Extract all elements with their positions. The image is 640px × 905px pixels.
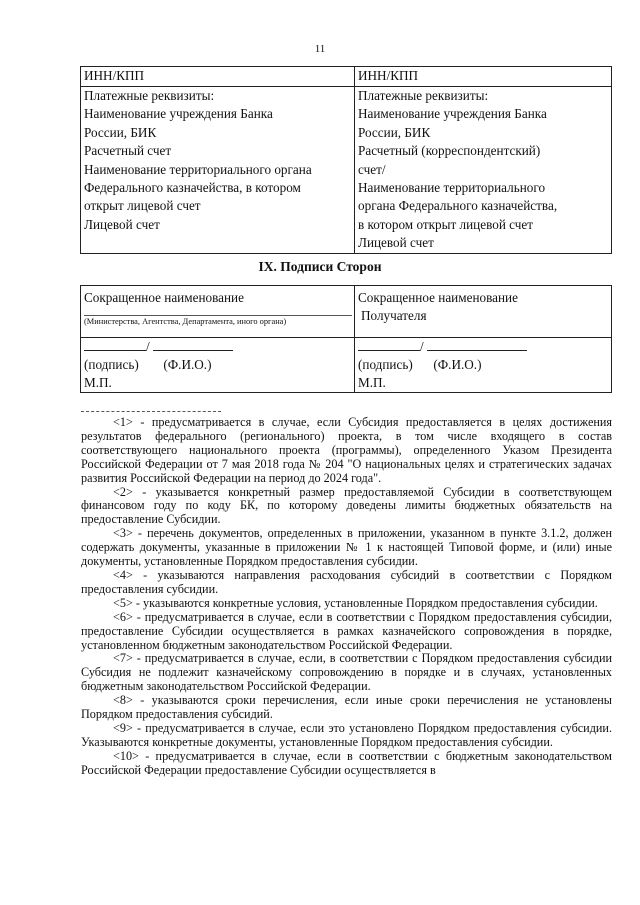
sign-line-row [358, 338, 609, 356]
requisite-line: счет/ [358, 161, 386, 177]
requisite-line: открыт лицевой счет [84, 198, 201, 214]
right-party-subtitle: Получателя [361, 308, 427, 323]
footnote: <4> - указываются направления расходования субсидий в соответствии с Порядком предоставления субсидии. [81, 567, 612, 596]
left-party-cell [81, 286, 355, 338]
requisite-line: Наименование территориального [358, 180, 546, 196]
requisite-line: России, БИК [358, 124, 431, 140]
requisite-line: Наименование учреждения Банка [84, 106, 273, 122]
requisite-line: России, БИК [84, 124, 157, 140]
sign-label: (подпись) [358, 357, 413, 372]
section-title: IX. Подписи Сторон [258, 259, 382, 274]
requisite-line: в котором открыт лицевой счет [358, 216, 534, 232]
fio-label: (Ф.И.О.) [433, 357, 482, 372]
right-party-cell [355, 286, 612, 338]
footnote: <10> - предусматривается в случае, если в соответствии с бюджетным законодательством Российской Федерации предоставление Субсидии осуществляется в [81, 748, 612, 777]
sign-line-row [84, 338, 352, 356]
signatures-table [80, 285, 612, 393]
stamp-label: М.П. [358, 375, 386, 390]
footnote-separator [81, 411, 221, 412]
footnote: <5> - указываются конкретные условия, установленные Порядком предоставления субсидии. [113, 595, 598, 610]
requisite-line: Расчетный (корреспондентский) [358, 143, 541, 159]
footnote: <1> - предусматривается в случае, если Субсидия предоставляется в целях достижения результатов федерального (регионального) проекта, в том числе входящего в состав соответствующего национального проекта (программы), определенного Указом Президента Российской Федерации от 7 мая 2018 года № 204 "О национальных целях и стратегических задачах развития Российской Федерации на период до 2024 года". [81, 415, 612, 485]
requisite-line: Наименование территориального органа [84, 161, 312, 177]
stamp-label: М.П. [84, 375, 112, 390]
signature-blank [358, 338, 420, 351]
fio-label: (Ф.И.О.) [163, 357, 212, 372]
footnote: <7> - предусматривается в случае, если, в соответствии с Порядком предоставления субсидии Субсидия не подлежит казначейскому сопровождению в порядке и в случаях, установленных бюджетным законодательством Российской Федерации. [81, 651, 612, 694]
page-number: 11 [314, 43, 326, 55]
slash: / [146, 339, 150, 354]
name-blank [427, 338, 527, 351]
right-sign-cell [355, 338, 612, 393]
footnote: <6> - предусматривается в случае, если в соответствии с Порядком предоставления субсидии, предоставление Субсидии осуществляется в рамках казначейского сопровождения в порядке, установленном бюджетным законодательством Российской Федерации. [81, 609, 612, 652]
slash: / [420, 339, 424, 354]
requisites-right-cell [355, 87, 612, 254]
inn-kpp-left: ИНН/КПП [81, 67, 355, 87]
requisite-line: органа Федерального казначейства, [358, 198, 558, 214]
left-sign-cell [81, 338, 355, 393]
requisite-line: Лицевой счет [84, 216, 160, 232]
sign-labels [358, 356, 609, 374]
requisite-line: Наименование учреждения Банка [358, 106, 547, 122]
requisite-line: Лицевой счет [358, 235, 434, 251]
requisite-line: Платежные реквизиты: [358, 88, 489, 103]
requisite-line: Платежные реквизиты: [84, 88, 215, 103]
footnote: <2> - указывается конкретный размер предоставляемой Субсидии в соответствующем финансовом году по коду БК, по которому доведены лимиты бюджетных обязательств на предоставление Субсидии. [81, 484, 612, 527]
inn-kpp-right: ИНН/КПП [355, 67, 612, 87]
footnote: <9> - предусматривается в случае, если это установлено Порядком предоставления субсидии. Указываются конкретные документы, установленные Порядком предоставления субсидии. [81, 720, 612, 749]
requisite-line: Расчетный счет [84, 143, 172, 159]
footnote: <8> - указываются сроки перечисления, если иные сроки перечисления не установлены Порядком предоставления субсидий. [81, 693, 612, 722]
signature-blank [84, 338, 146, 351]
left-party-title: Сокращенное наименование [84, 290, 244, 305]
requisite-line: Федерального казначейства, в котором [84, 180, 301, 196]
requisites-left-cell [81, 87, 355, 254]
right-party-title: Сокращенное наименование [358, 290, 518, 305]
requisites-table [80, 66, 612, 254]
sign-label: (подпись) [84, 357, 139, 372]
footnotes [81, 416, 612, 778]
name-blank [153, 338, 233, 351]
left-party-note: (Министерства, Агентства, Департамента, иного органа) [84, 315, 352, 327]
footnote: <3> - перечень документов, определенных в приложении, указанном в пункте 3.1.2, должен содержать документы, указанные в приложении № 1 к настоящей Типовой форме, и (или) иные документы, установленные Порядком предоставления субсидии. [81, 526, 612, 569]
sign-labels [84, 356, 352, 374]
